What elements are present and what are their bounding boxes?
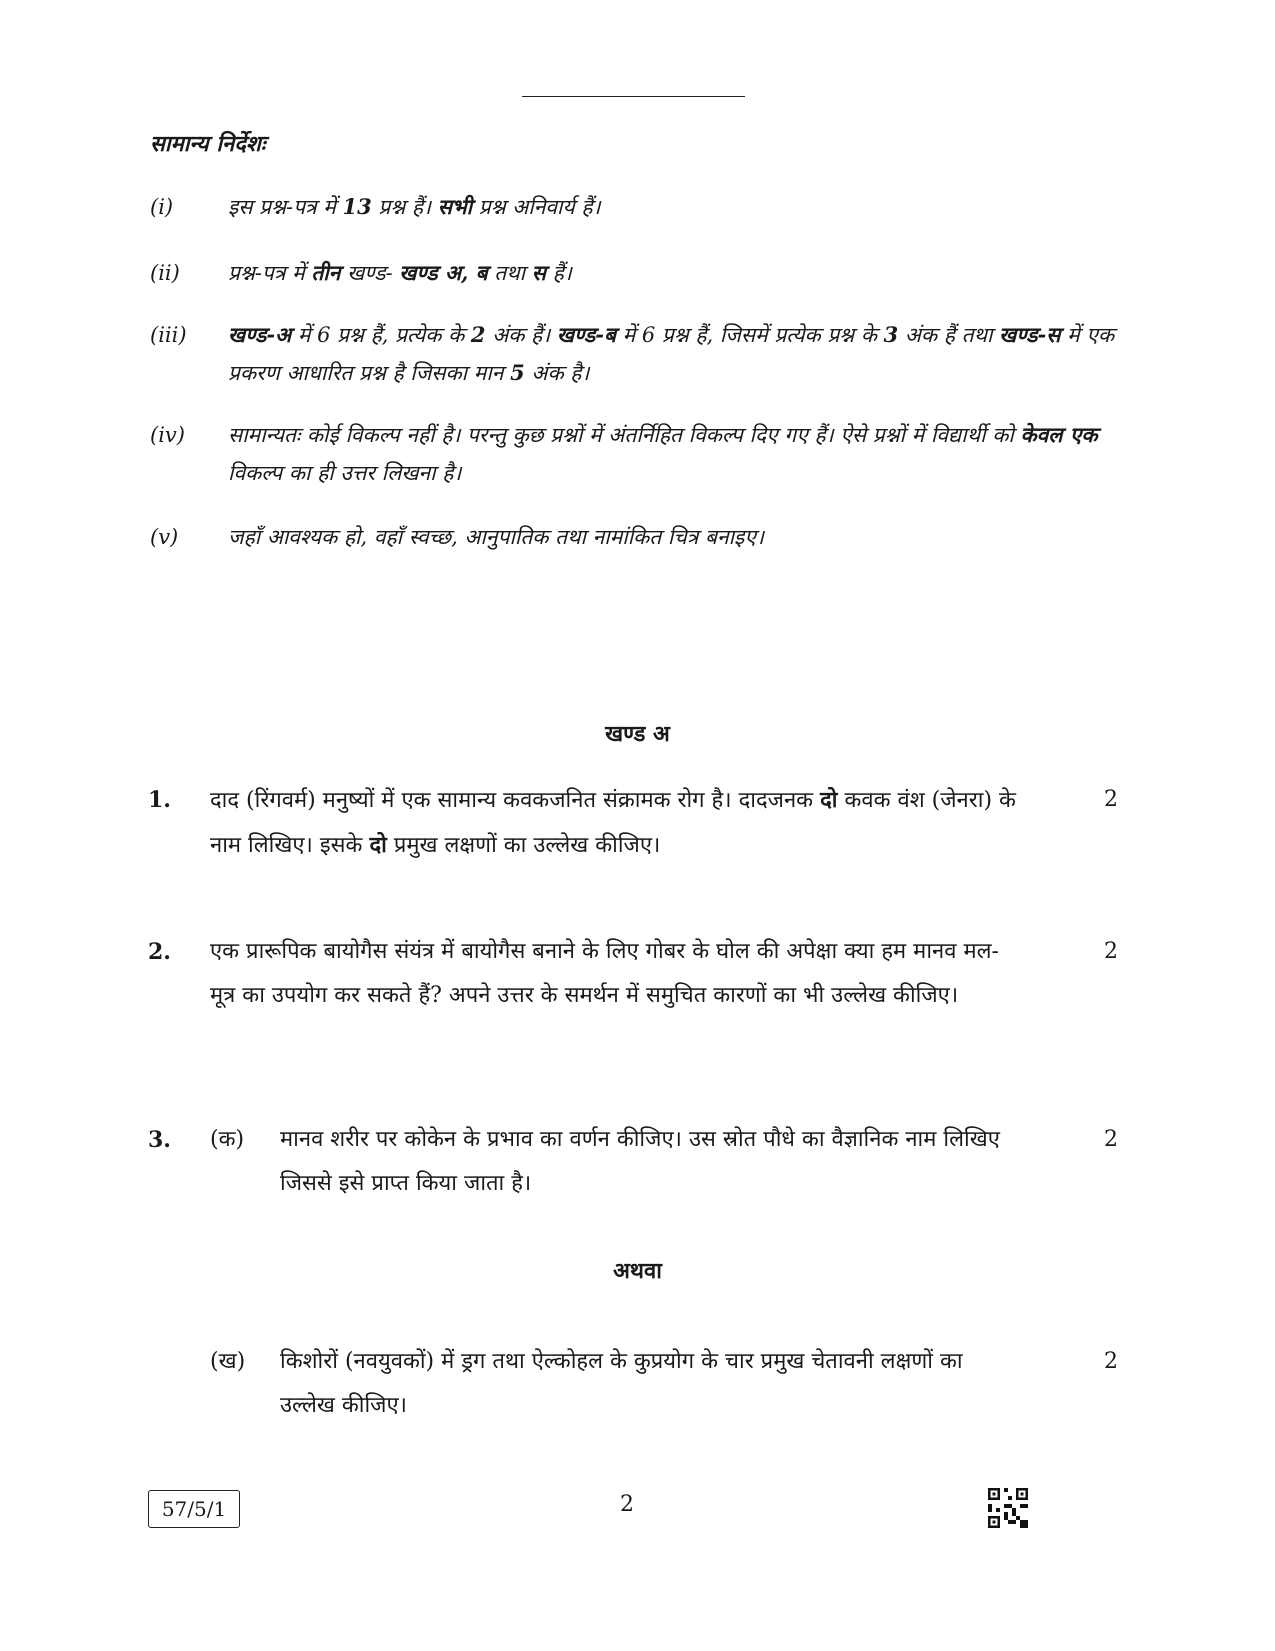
section-a-title: खण्ड अ: [605, 721, 670, 747]
question-marks: 2: [1104, 1349, 1118, 1374]
question-number: 1.: [148, 787, 171, 813]
instruction-item: [150, 188, 1130, 228]
page-number: 2: [620, 1492, 634, 1517]
instruction-item: [150, 518, 1130, 558]
instruction-item: [150, 416, 1130, 496]
general-instructions-heading: सामान्य निर्देशः: [150, 131, 266, 157]
top-divider: [522, 96, 745, 97]
instruction-number: (iii): [150, 323, 187, 347]
or-label: अथवा: [613, 1258, 662, 1284]
paper-code: 57/5/1: [148, 1490, 240, 1528]
instruction-text: खण्ड-अ में 6 प्रश्न हैं, प्रत्येक के 2 अंक हैं। खण्ड-ब में 6 प्रश्न हैं, जिसमें प्रत्येक प्रश्न के 3 अंक हैं तथा खण्ड-स में एक प्रकरण आधारित प्रश्न है जिसका मान 5 अंक है।: [228, 322, 1115, 385]
instruction-item: [150, 254, 1130, 294]
question-number: 2.: [148, 939, 171, 965]
instruction-number: (iv): [150, 423, 185, 447]
question-marks: 2: [1104, 939, 1118, 964]
instruction-number: (v): [150, 525, 179, 549]
question-text: दाद (रिंगवर्म) मनुष्यों में एक सामान्य कवकजनित संक्रामक रोग है। दादजनक दो कवक वंश (जेनरा) के नाम लिखिए। इसके दो प्रमुख लक्षणों का उल्लेख कीजिए।: [210, 787, 1016, 858]
instruction-text: इस प्रश्न-पत्र में 13 प्रश्न हैं। सभी प्रश्न अनिवार्य हैं।: [228, 194, 601, 219]
instruction-item: [150, 316, 1130, 396]
question-item: [0, 778, 1275, 868]
instruction-text: प्रश्न-पत्र में तीन खण्ड- खण्ड अ, ब तथा स हैं।: [228, 260, 572, 285]
qr-code-icon: [988, 1488, 1028, 1528]
question-text: एक प्रारूपिक बायोगैस संयंत्र में बायोगैस बनाने के लिए गोबर के घोल की अपेक्षा क्या हम मानव मल-मूत्र का उपयोग कर सकते हैं? अपने उत्तर के समर्थन में समुचित कारणों का भी उल्लेख कीजिए।: [210, 939, 999, 1008]
instruction-text: सामान्यतः कोई विकल्प नहीं है। परन्तु कुछ प्रश्नों में अंतर्निहित विकल्प दिए गए हैं। ऐसे प्रश्नों में विद्यार्थी को केवल एक विकल्प का ही उत्तर लिखना है।: [228, 422, 1098, 485]
instruction-text: जहाँ आवश्यक हो, वहाँ स्वच्छ, आनुपातिक तथा नामांकित चित्र बनाइए।: [228, 525, 764, 549]
question-text: मानव शरीर पर कोकेन के प्रभाव का वर्णन कीजिए। उस स्रोत पौधे का वैज्ञानिक नाम लिखिए जिससे इसे प्राप्त किया जाता है।: [280, 1127, 1000, 1196]
question-marks: 2: [1104, 1127, 1118, 1152]
question-sub-label: (क): [210, 1127, 245, 1152]
instruction-number: (i): [150, 195, 174, 219]
question-item: [0, 1340, 1275, 1430]
question-item: [0, 1118, 1275, 1208]
question-sub-label: (ख): [210, 1349, 246, 1374]
question-number: 3.: [148, 1127, 171, 1153]
instruction-number: (ii): [150, 261, 180, 285]
question-text: किशोरों (नवयुवकों) में ड्रग तथा ऐल्कोहल के कुप्रयोग के चार प्रमुख चेतावनी लक्षणों का उल्लेख कीजिए।: [280, 1349, 963, 1418]
question-marks: 2: [1104, 787, 1118, 812]
question-item: [0, 930, 1275, 1062]
